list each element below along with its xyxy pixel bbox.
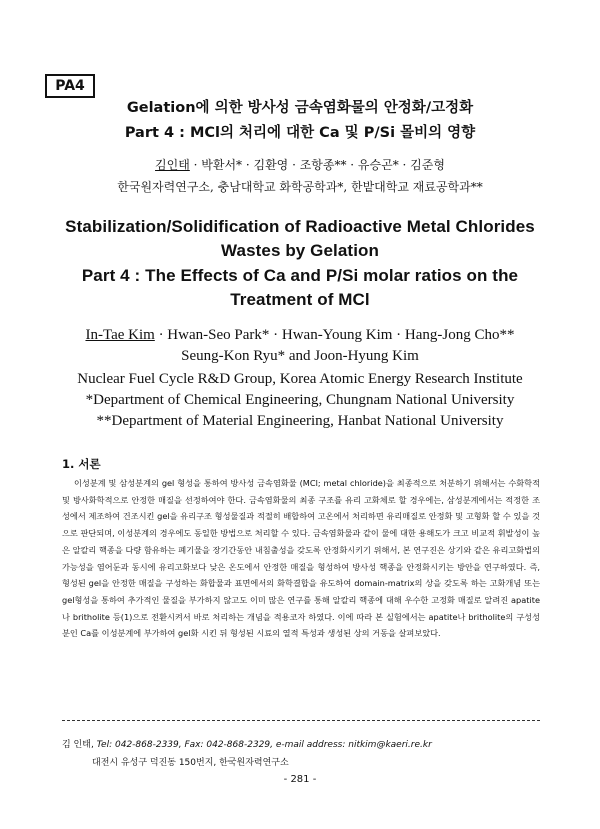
english-title-line1: Stabilization/Solidification of Radioactive Metal Chlorides xyxy=(65,217,535,236)
korean-title-line1: Gelation에 의한 방사성 금속염화물의 안정화/고정화 xyxy=(126,100,474,116)
english-title-line4: Treatment of MCl xyxy=(230,290,370,309)
footnote-contact-details: Tel: 042-868-2339, Fax: 042-868-2329, e-mail address: nitkim@kaeri.re.kr xyxy=(93,740,432,750)
korean-author-first: 김인태 xyxy=(155,158,190,172)
affiliation-1: Nuclear Fuel Cycle R&D Group, Korea Atomic Energy Research Institute xyxy=(77,371,523,387)
affiliation-2: *Department of Chemical Engineering, Chungnam National University xyxy=(85,392,515,408)
section-heading: 1. 서론 xyxy=(62,457,101,471)
korean-title-line2: Part 4 : MCl의 처리에 대한 Ca 및 P/Si 몰비의 영향 xyxy=(124,125,476,141)
footnote-name: 김 인태, xyxy=(62,740,94,750)
session-label: PA4 xyxy=(45,74,95,98)
korean-authors xyxy=(0,156,600,173)
english-title-line2: Wastes by Gelation xyxy=(221,241,379,260)
english-title-line3: Part 4 : The Effects of Ca and P/Si molar ratios on the xyxy=(81,266,519,285)
section-body: 이성분계 및 삼성분계의 gel 형성을 통하여 방사성 금속염화물 (MCl; metal chloride)을 최종적으로 처분하기 위해서는 수화학적 및 방사화학적으로 안정한 매질을 선정하여야 한다. 금속염화물의 최종 구조를 유리 고화체로 할 경우에는, 삼성분계에서는 적정한 조성에서 제조하여 건조시킨 gel을 유리구조 형성물질과 적절히 배합하여 고온에서 처리하면 유리매질로 안정화 및 고형화 할 수 있을 것으로 판단되며, 이성분계의 경우에도 동일한 방법으로 처리할 수 있다. 금속염화물과 같이 물에 대한 용해도가 크고 비교적 휘발성이 높은 알칼리 핵종을 다량 함유하는 폐기물을 장기간동안 내침출성을 갖도록 안정화시키기 위해서, 본 연구진은 상기와 같은 유리고화법의 가능성을 염어둔과 동시에 유리고화보다 낮은 온도에서 안정한 매질을 형성하여 방사성 핵종을 안정화시키는 방안을 연구하였다. 즉, 형성된 gel을 안정한 매질을 구성하는 화합물과 표면에서의 화학결합을 유도하여 domain-matrix의 상을 갖도록 하는 고화개념 또는 gel형성을 통하여 추가적인 물질을 부가하지 않고도 이미 많은 연구를 통해 알칼리 핵종에 대해 우수한 고정화 매질로 알려진 apatite나 britholite 등(1)으로 전환시켜서 바로 처리하는 개념을 적용코자 하였다. 이에 따라 본 실험에서는 apatite나 britholite의 구성성분인 Ca를 이성분계에 부가하여 gel화 시킨 뒤 형성된 시료의 열적 특성과 생성된 상의 거동을 살펴보았다. xyxy=(62,478,540,639)
korean-affiliations: 한국원자력연구소, 충남대학교 화학공학과*, 한밭대학교 재료공학과** xyxy=(117,180,483,194)
english-authors-line2: Seung-Kon Ryu* and Joon-Hyung Kim xyxy=(181,348,419,364)
affiliation-3: **Department of Material Engineering, Hanbat National University xyxy=(96,413,504,429)
english-author-first: In-Tae Kim xyxy=(85,327,155,343)
page-number: - 281 - xyxy=(283,774,317,785)
english-authors xyxy=(0,327,600,344)
english-authors-rest: · Hwan-Seo Park* · Hwan-Young Kim · Hang-Jong Cho** xyxy=(154,327,515,343)
footnote-contact xyxy=(62,737,432,750)
korean-authors-rest: · 박환서* · 김환영 · 조항종** · 유승곤* · 김준형 xyxy=(189,158,445,172)
footnote-divider xyxy=(62,720,540,721)
footnote-address: 대전시 유성구 덕진동 150번지, 한국원자력연구소 xyxy=(92,758,289,768)
